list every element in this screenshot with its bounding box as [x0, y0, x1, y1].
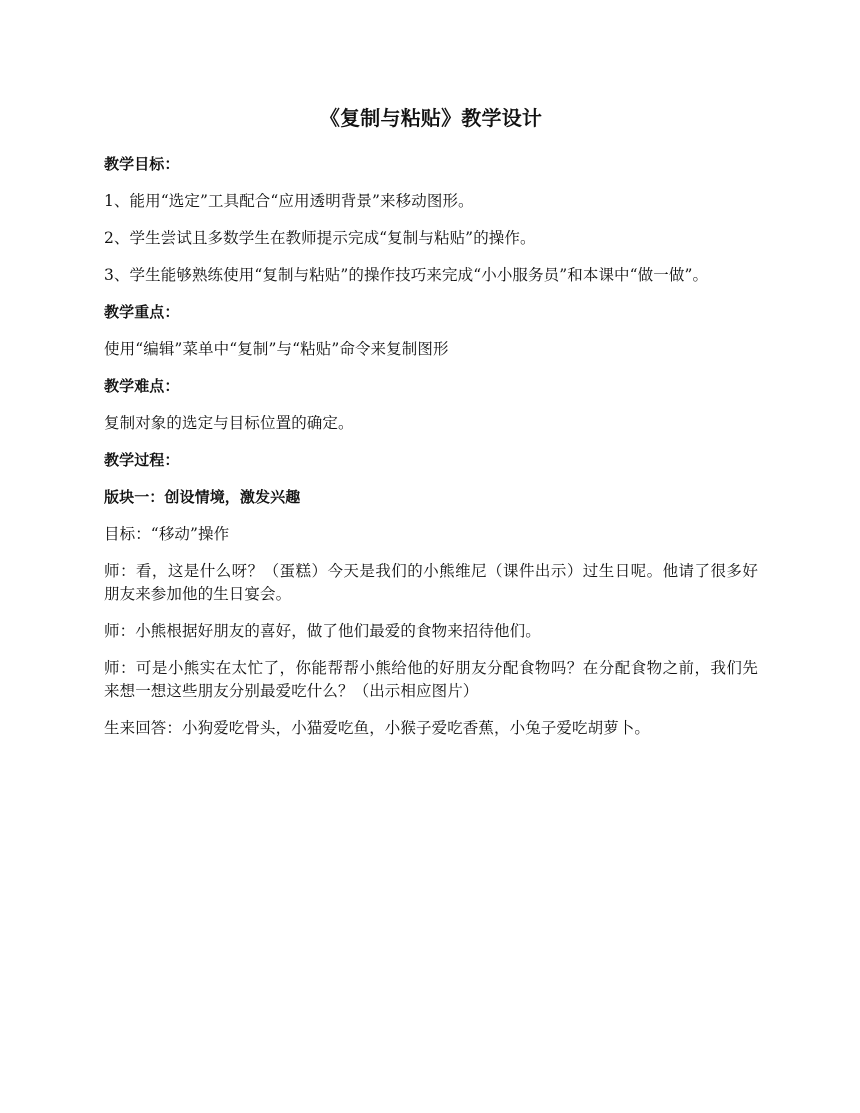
goal-item-2: 2、学生尝试且多数学生在教师提示完成“复制与粘贴”的操作。	[104, 229, 536, 247]
heading-teaching-goals: 教学目标：	[104, 155, 180, 173]
teacher-dialogue-2: 师：小熊根据好朋友的喜好，做了他们最爱的食物来招待他们。	[104, 622, 541, 640]
difficult-point-text: 复制对象的选定与目标位置的确定。	[104, 414, 354, 432]
student-answer: 生来回答：小狗爱吃骨头，小猫爱吃鱼，小猴子爱吃香蕉，小兔子爱吃胡萝卜。	[104, 719, 651, 737]
section-target-text: 目标：“移动”操作	[104, 525, 230, 543]
teacher-dialogue-1: 师：看，这是什么呀？（蛋糕）今天是我们的小熊维尼（课件出示）过生日呢。他请了很多好朋友来参加他的生日宴会。	[104, 562, 758, 603]
section-1-title: 版块一：创设情境，激发兴趣	[104, 488, 301, 506]
goal-item-1: 1、能用“选定”工具配合“应用透明背景”来移动图形。	[104, 192, 474, 210]
heading-teaching-process: 教学过程：	[104, 451, 180, 469]
heading-teaching-difficulties: 教学难点：	[104, 377, 180, 395]
heading-teaching-key-points: 教学重点：	[104, 303, 180, 321]
goal-item-3: 3、学生能够熟练使用“复制与粘贴”的操作技巧来完成“小小服务员”和本课中“做一做”。	[104, 266, 709, 284]
document-title: 《复制与粘贴》教学设计	[319, 106, 543, 130]
document-content	[104, 104, 758, 754]
teacher-dialogue-3: 师：可是小熊实在太忙了，你能帮帮小熊给他的好朋友分配食物吗？在分配食物之前，我们先来想一想这些朋友分别最爱吃什么？（出示相应图片）	[104, 659, 758, 700]
key-point-text: 使用“编辑”菜单中“复制”与“粘贴”命令来复制图形	[104, 340, 449, 358]
